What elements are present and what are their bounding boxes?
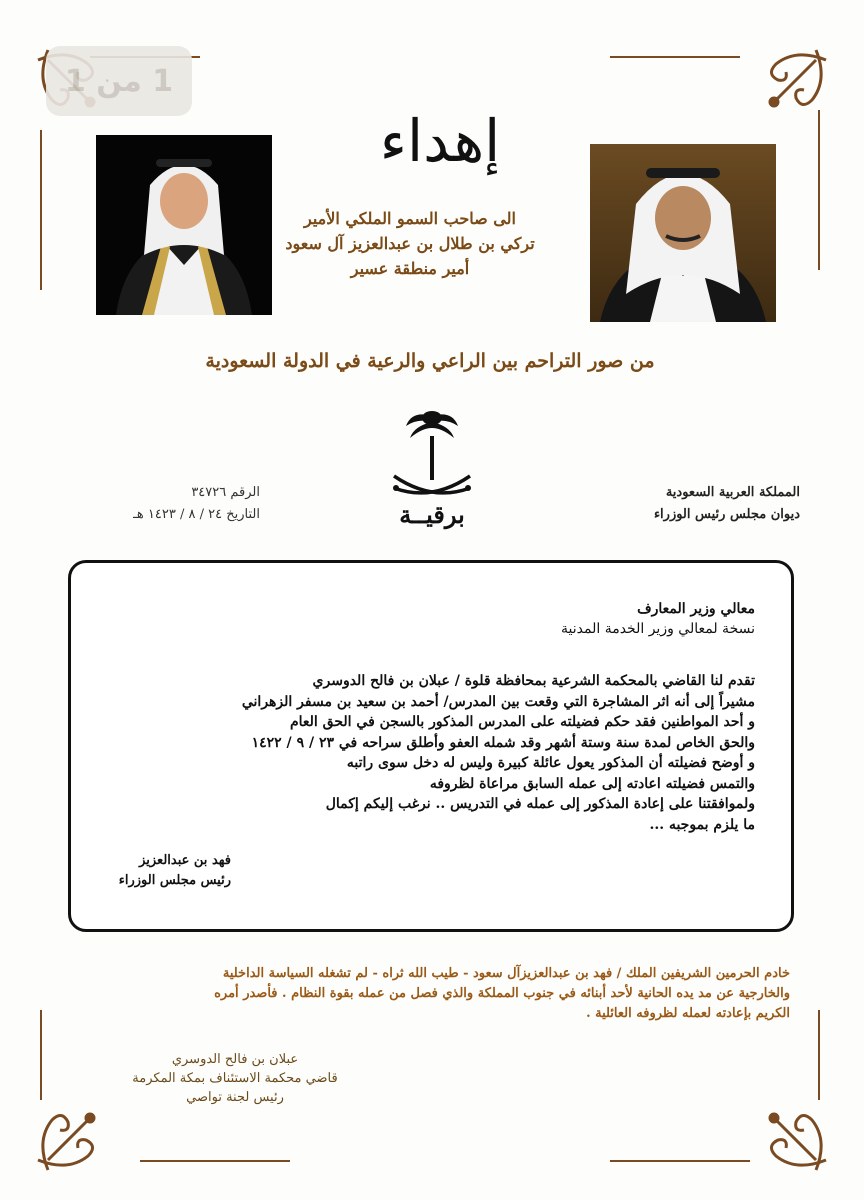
body-line: و أحد المواطنين فقد حكم فضيلته على المدرس المذكور بالسجن في الحق العام (289, 714, 755, 730)
letter-signature (101, 851, 231, 891)
body-line: تقدم لنا القاضي بالمحكمة الشرعية بمحافظة قلوة / عبلان بن فالح الدوسري (312, 673, 755, 689)
body-line: ولموافقتنا على إعادة المذكور إلى عمله في التدريس .. نرغب إليكم إكمال (325, 796, 755, 812)
reference-date: التاريخ ٢٤ / ٨ / ١٤٢٣ هـ (133, 507, 260, 522)
signature-line: فهد بن عبدالعزيز (139, 853, 231, 868)
judge-signature (90, 1050, 380, 1107)
body-line: والتمس فضيلته اعادته إلى عمله السابق مراعاة لظروفه (429, 775, 755, 792)
footnote-line: والخارجية عن مد يده الحانية لأحد أبنائه في جنوب المملكة والذي فصل من عمله بقوة النظام . فأصدر أمره (214, 986, 790, 1001)
body-line: والحق الخاص لمدة سنة وستة أشهر وقد شمله العفو وأطلق سراحه في ٢٣ / ٩ / ١٤٢٢ (251, 734, 755, 751)
dedication-line: أمير منطقة عسير (350, 259, 470, 278)
addressee-line: معالي وزير المعارف (637, 601, 755, 617)
dedication-line: الى صاحب السمو الملكي الأمير (304, 209, 516, 228)
dedication-line: تركي بن طلال بن عبدالعزيز آل سعود (285, 234, 535, 253)
judge-line: عبلان بن فالح الدوسري (171, 1052, 299, 1067)
dedication-block (270, 206, 550, 281)
body-line: و أوضح فضيلته أن المذكور يعول عائلة كبيرة وليس له دخل سوى راتبه (346, 755, 755, 771)
portrait-right (590, 144, 776, 322)
telegram-letter-box (68, 560, 794, 932)
reference-number: الرقم ٣٤٧٢٦ (191, 485, 260, 500)
frame-bottom-left-line (140, 1160, 290, 1162)
footnote-line: الكريم بإعادته لعمله لظروفه العائلية . (586, 1006, 790, 1021)
addressee-line: نسخة لمعالي وزير الخدمة المدنية (561, 621, 755, 637)
footnote-line: خادم الحرمين الشريفين الملك / فهد بن عبدالعزيزآل سعود - طيب الله ثراه - لم تشغله السياسة الداخلية (222, 966, 790, 981)
portrait-left (96, 135, 272, 315)
letter-addressee (105, 599, 755, 639)
corner-ornament-bottom-right (706, 1050, 836, 1180)
letter-body (105, 671, 755, 835)
letter-content (105, 599, 755, 835)
body-line: ما يلزم بموجبه ... (649, 816, 755, 833)
footnote-commentary (80, 964, 790, 1024)
body-line: مشيراً إلى أنه اثر المشاجرة التي وقعت بين المدرس/ أحمد بن سعيد بن مسفر الزهراني (241, 693, 755, 710)
portrait-right-figure (590, 144, 776, 322)
letterhead-reference (60, 482, 260, 526)
judge-line: رئيس لجنة تواصي (186, 1090, 284, 1105)
letterhead-ministry (580, 482, 800, 526)
letterhead-line: ديوان مجلس رئيس الوزراء (653, 507, 800, 522)
page-indicator-badge (46, 46, 192, 116)
dedication-title: إهداء (379, 107, 501, 175)
headline: من صور التراحم بين الراعي والرعية في الدولة السعودية (205, 350, 655, 372)
telegram-label: برقيــة (399, 500, 465, 529)
letterhead-line: المملكة العربية السعودية (665, 485, 800, 500)
signature-line: رئيس مجلس الوزراء (118, 873, 231, 888)
judge-line: قاضي محكمة الاستئناف بمكة المكرمة (132, 1071, 338, 1086)
portrait-left-figure (96, 135, 272, 315)
page-indicator-text: 1 من 1 (64, 63, 174, 99)
